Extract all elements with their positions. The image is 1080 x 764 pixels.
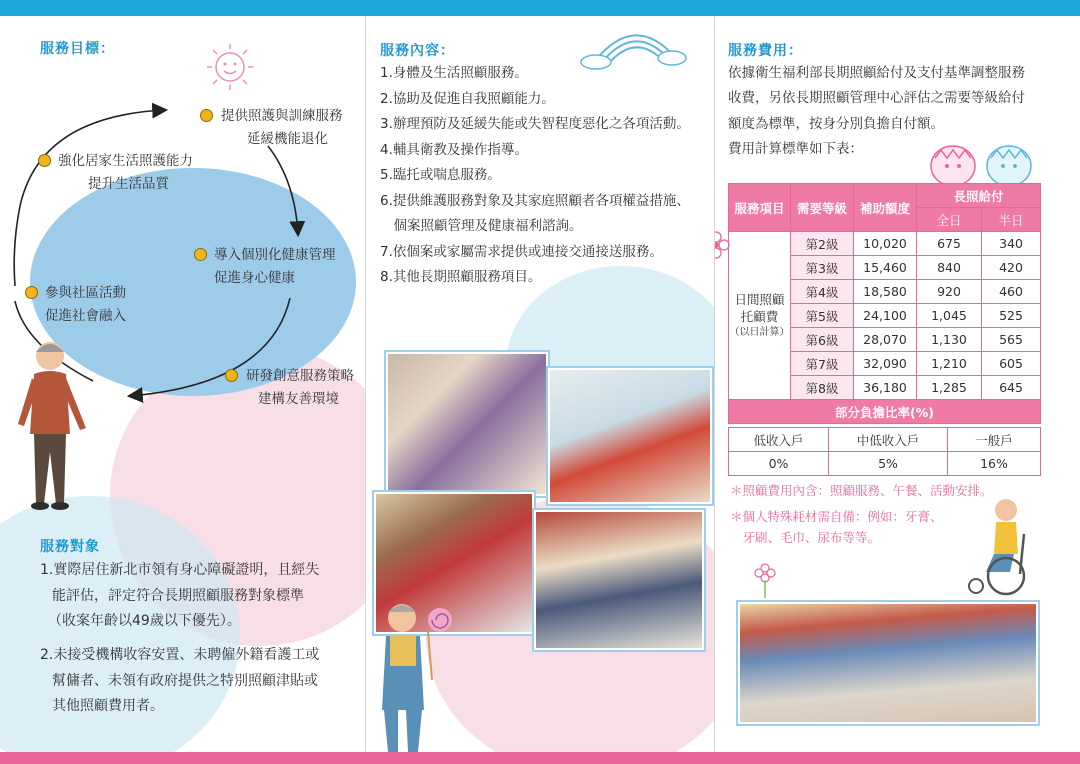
goal-bullet xyxy=(225,369,238,382)
fee-row-amount: 36,180 xyxy=(854,376,917,400)
fee-row-full: 675 xyxy=(917,232,982,256)
fee-row-half: 645 xyxy=(982,376,1041,400)
ratio-head-midlow: 中低收入戶 xyxy=(829,428,948,452)
ratio-head-low: 低收入戶 xyxy=(729,428,829,452)
content-item-5: 5.臨托或喘息服務。 xyxy=(380,167,501,183)
fee-row-full: 1,130 xyxy=(917,328,982,352)
ratio-table xyxy=(728,427,1041,476)
fee-table-item-name: 日間照顧托顧費 xyxy=(734,291,785,324)
fee-row-full: 920 xyxy=(917,280,982,304)
target-1-line3: （收案年齡以49歲以下優先）。 xyxy=(48,613,241,629)
content-heading: 服務內容： xyxy=(380,43,455,59)
fee-table xyxy=(728,183,1041,424)
activity-photo-2 xyxy=(548,368,712,504)
goal-4-line1: 參與社區活動 xyxy=(45,285,126,301)
fee-table-item-note: （以日計算） xyxy=(729,326,790,338)
panel-goals-targets xyxy=(0,16,365,752)
goal-5-line2: 建構友善環境 xyxy=(258,391,339,407)
note-2-cont: 牙刷、毛巾、尿布等等。 xyxy=(730,530,881,545)
ratio-val-midlow: 5% xyxy=(829,452,948,476)
content-item-8: 8.其他長期照顧服務項目。 xyxy=(380,269,542,285)
fee-table-header-half: 半日 xyxy=(982,208,1041,232)
fee-row-level: 第3級 xyxy=(791,256,854,280)
fees-intro-line2: 收費，另依長期照顧管理中心評估之需要等級給付 xyxy=(728,90,1025,106)
fee-row-full: 840 xyxy=(917,256,982,280)
goal-3-line1: 導入個別化健康管理 xyxy=(214,247,336,263)
ratio-val-low: 0% xyxy=(729,452,829,476)
fee-row-level: 第7級 xyxy=(791,352,854,376)
fee-row-amount: 10,020 xyxy=(854,232,917,256)
note-1: ＊照顧費用內含：照顧服務、午餐、活動安排。 xyxy=(730,483,993,498)
fees-intro-line1: 依據衛生福利部長期照顧給付及支付基準調整服務 xyxy=(728,65,1025,81)
content-item-6-cont: 個案照顧管理及健康福利諮詢。 xyxy=(380,218,583,234)
fee-row-half: 525 xyxy=(982,304,1041,328)
fee-table-header-full: 全日 xyxy=(917,208,982,232)
fee-row-amount: 32,090 xyxy=(854,352,917,376)
old-man-illustration xyxy=(12,334,92,514)
activity-photo-5 xyxy=(738,602,1038,724)
fee-row-level: 第5級 xyxy=(791,304,854,328)
target-2-line2: 幫傭者、未領有政府提供之特別照顧津貼或 xyxy=(52,673,318,689)
target-1-line1: 1.實際居住新北市領有身心障礙證明，且經失 xyxy=(40,562,320,578)
goal-2-line1: 強化居家生活照護能力 xyxy=(58,153,193,169)
activity-photo-1 xyxy=(386,352,548,496)
fee-row-half: 605 xyxy=(982,352,1041,376)
top-color-bar xyxy=(0,0,1080,16)
fee-table-header-item: 服務項目 xyxy=(729,184,791,232)
man-with-lollipop-illustration xyxy=(368,592,464,752)
target-1-line2: 能評估，評定符合長期照顧服務對象標準 xyxy=(52,588,304,604)
fee-row-full: 1,285 xyxy=(917,376,982,400)
panel-service-content xyxy=(366,16,714,752)
fee-table-item-cell xyxy=(729,232,791,400)
fees-intro-line4: 費用計算標準如下表： xyxy=(728,141,863,157)
goal-1-line1: 提供照護與訓練服務 xyxy=(221,108,343,124)
fee-row-half: 460 xyxy=(982,280,1041,304)
targets-heading: 服務對象 xyxy=(40,539,100,555)
content-item-2: 2.協助及促進自我照顧能力。 xyxy=(380,91,555,107)
goal-2-line2: 提升生活品質 xyxy=(88,176,169,192)
fee-row-level: 第4級 xyxy=(791,280,854,304)
content-item-1: 1.身體及生活照顧服務。 xyxy=(380,65,528,81)
ratio-title: 部分負擔比率(%) xyxy=(729,400,1041,424)
content-item-7: 7.依個案或家屬需求提供或連接交通接送服務。 xyxy=(380,244,663,260)
fee-row-level: 第8級 xyxy=(791,376,854,400)
goal-1-line2: 延緩機能退化 xyxy=(247,131,328,147)
goal-bullet xyxy=(38,154,51,167)
fees-heading: 服務費用： xyxy=(728,43,803,59)
small-flower-icon xyxy=(752,562,778,600)
fee-row-level: 第6級 xyxy=(791,328,854,352)
fee-table-header-pay: 長照給付 xyxy=(917,184,1041,208)
goal-bullet xyxy=(25,286,38,299)
ratio-val-general: 16% xyxy=(948,452,1041,476)
ratio-head-general: 一般戶 xyxy=(948,428,1041,452)
goal-3-line2: 促進身心健康 xyxy=(214,270,295,286)
note-2: ＊個人特殊耗材需自備：例如：牙膏、 xyxy=(730,509,943,524)
fee-row-level: 第2級 xyxy=(791,232,854,256)
activity-photo-4 xyxy=(534,510,704,650)
goal-bullet xyxy=(200,109,213,122)
rainbow-icon xyxy=(578,16,690,74)
fee-row-half: 420 xyxy=(982,256,1041,280)
egg-faces-icon xyxy=(923,140,1039,188)
fee-row-full: 1,045 xyxy=(917,304,982,328)
goal-4-line2: 促進社會融入 xyxy=(45,308,126,324)
fee-row-amount: 15,460 xyxy=(854,256,917,280)
bottom-color-bar xyxy=(0,752,1080,764)
fee-row-amount: 24,100 xyxy=(854,304,917,328)
fee-row-half: 340 xyxy=(982,232,1041,256)
wheelchair-man-illustration xyxy=(958,494,1038,598)
goals-heading: 服務目標： xyxy=(40,41,115,57)
goal-5-line1: 研發創意服務策略 xyxy=(246,368,354,384)
fees-intro-line3: 額度為標準，按身分別負擔自付額。 xyxy=(728,116,944,132)
content-item-4: 4.輔具衛教及操作指導。 xyxy=(380,142,528,158)
target-2-line1: 2.未接受機構收容安置、未聘僱外籍看護工或 xyxy=(40,647,320,663)
fee-row-amount: 28,070 xyxy=(854,328,917,352)
content-item-3: 3.辦理預防及延緩失能或失智程度惡化之各項活動。 xyxy=(380,116,690,132)
content-item-6: 6.提供維護服務對象及其家庭照顧者各項權益措施、 xyxy=(380,193,690,209)
goal-bullet xyxy=(194,248,207,261)
fee-table-header-level: 需要等級 xyxy=(791,184,854,232)
fee-row-amount: 18,580 xyxy=(854,280,917,304)
fee-table-header-amount: 補助額度 xyxy=(854,184,917,232)
target-2-line3: 其他照顧費用者。 xyxy=(52,698,164,714)
fee-row-full: 1,210 xyxy=(917,352,982,376)
fee-row-half: 565 xyxy=(982,328,1041,352)
